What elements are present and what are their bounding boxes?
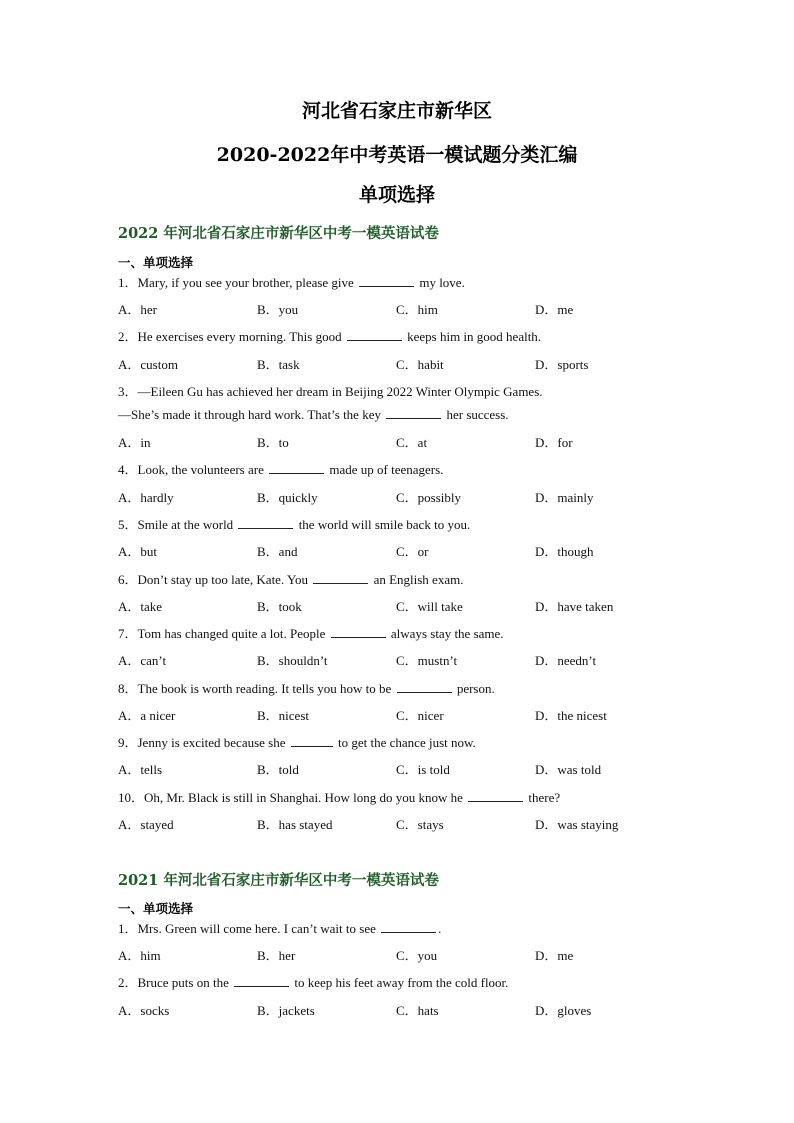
answer-blank (331, 626, 386, 638)
answer-blank (238, 517, 293, 529)
option-b: B．you (257, 302, 299, 317)
option-c: C．will take (396, 599, 463, 614)
question-4 (118, 459, 443, 478)
answer-blank (291, 735, 333, 747)
options-row-2 (118, 354, 678, 370)
question-5 (118, 514, 470, 533)
option-b: B．told (257, 762, 299, 777)
question-text-end: . (438, 921, 442, 936)
question-text-end: an English exam. (370, 572, 464, 587)
option-a: A．in (118, 435, 151, 450)
option-b: B．nicest (257, 708, 309, 723)
question-3: 3．—Eileen Gu has achieved her dream in Beijing 2022 Winter Olympic Games. (118, 384, 543, 399)
question-2 (118, 326, 541, 345)
options-row-4 (118, 487, 678, 503)
option-b: B．her (257, 948, 296, 963)
option-c: C．at (396, 435, 428, 450)
option-c: C．him (396, 302, 438, 317)
option-a: A．can’t (118, 653, 167, 668)
option-a: A．stayed (118, 817, 174, 832)
question-text-end: to keep his feet away from the cold floor. (291, 975, 509, 990)
question-text-end: my love. (416, 275, 465, 290)
section-title-2021: 2021 年河北省石家庄市新华区中考一模英语试卷 (118, 872, 439, 889)
question-text-end: person. (453, 681, 495, 696)
section-subtitle: 一、单项选择 (118, 255, 194, 270)
option-b: B．task (257, 357, 300, 372)
option-b: B．shouldn’t (257, 653, 328, 668)
option-d: D．was told (535, 762, 602, 777)
question-text: 1．Mary, if you see your brother, please give (118, 275, 358, 290)
options-row-9 (118, 759, 678, 775)
option-c: C．possibly (396, 490, 462, 505)
option-a: A．but (118, 544, 158, 559)
options-row-10 (118, 814, 678, 830)
question-text: —She’s made it through hard work. That’s the key (118, 407, 385, 422)
options-row-6 (118, 596, 678, 612)
question-text-end: keeps him in good health. (403, 329, 542, 344)
answer-blank (397, 681, 452, 693)
option-b: B．jackets (257, 1003, 315, 1018)
option-a: A．custom (118, 357, 178, 372)
answer-blank (381, 921, 436, 933)
option-d: D．me (535, 948, 574, 963)
option-a: A．hardly (118, 490, 174, 505)
options-row-5 (118, 541, 678, 557)
question-text-end: the world will smile back to you. (295, 517, 471, 532)
doc-title-main: 2020-2022年中考英语一模试题分类汇编 (216, 144, 578, 166)
question-text: 8．The book is worth reading. It tells you how to be (118, 681, 395, 696)
option-d: D．me (535, 302, 574, 317)
option-a: A．a nicer (118, 708, 176, 723)
option-a: A．her (118, 302, 157, 317)
option-d: D．the nicest (535, 708, 607, 723)
option-c: C．stays (396, 817, 444, 832)
options-row-2 (118, 1000, 678, 1016)
option-c: C．is told (396, 762, 450, 777)
question-text-end: always stay the same. (387, 626, 504, 641)
option-b: B．to (257, 435, 289, 450)
option-a: A．socks (118, 1003, 170, 1018)
section-subtitle: 一、单项选择 (118, 901, 194, 916)
question-9 (118, 732, 476, 751)
option-d: D．gloves (535, 1003, 592, 1018)
answer-blank (386, 407, 441, 419)
option-c: C．habit (396, 357, 444, 372)
option-c: C．you (396, 948, 438, 963)
option-a: A．take (118, 599, 163, 614)
option-b: B．took (257, 599, 302, 614)
option-c: C．mustn’t (396, 653, 458, 668)
question-text: 5．Smile at the world (118, 517, 237, 532)
option-d: D．mainly (535, 490, 594, 505)
answer-blank (468, 790, 523, 802)
option-b: B．and (257, 544, 298, 559)
doc-title-region: 河北省石家庄市新华区 (301, 100, 492, 122)
options-row-1 (118, 945, 678, 961)
question-2 (118, 972, 508, 991)
question-text-end: there? (525, 790, 561, 805)
question-text: 2．He exercises every morning. This good (118, 329, 345, 344)
answer-blank (347, 329, 402, 341)
options-row-1 (118, 299, 678, 315)
option-c: C．nicer (396, 708, 444, 723)
option-d: D．needn’t (535, 653, 597, 668)
question-1 (118, 272, 465, 291)
question-text: 6．Don’t stay up too late, Kate. You (118, 572, 312, 587)
question-6 (118, 569, 463, 588)
option-a: A．tells (118, 762, 163, 777)
options-row-7 (118, 650, 678, 666)
answer-blank (234, 975, 289, 987)
option-c: C．or (396, 544, 429, 559)
option-b: B．quickly (257, 490, 318, 505)
question-text: 1．Mrs. Green will come here. I can’t wait to see (118, 921, 380, 936)
option-d: D．was staying (535, 817, 619, 832)
question-1 (118, 918, 441, 937)
question-text-end: her success. (443, 407, 509, 422)
question-text: 7．Tom has changed quite a lot. People (118, 626, 329, 641)
answer-blank (269, 462, 324, 474)
option-d: D．though (535, 544, 594, 559)
question-text: 2．Bruce puts on the (118, 975, 233, 990)
question-text: 10．Oh, Mr. Black is still in Shanghai. How long do you know he (118, 790, 467, 805)
option-d: D．sports (535, 357, 589, 372)
option-c: C．hats (396, 1003, 439, 1018)
doc-title-section: 单项选择 (358, 184, 435, 206)
option-b: B．has stayed (257, 817, 333, 832)
options-row-8 (118, 705, 678, 721)
question-text-end: made up of teenagers. (326, 462, 444, 477)
answer-blank (359, 275, 414, 287)
option-a: A．him (118, 948, 161, 963)
options-row-3 (118, 432, 678, 448)
question-text: 4．Look, the volunteers are (118, 462, 268, 477)
answer-blank (313, 572, 368, 584)
option-d: D．have taken (535, 599, 614, 614)
option-d: D．for (535, 435, 573, 450)
question-text-end: to get the chance just now. (334, 735, 476, 750)
question-8 (118, 678, 495, 697)
section-title-2022: 2022 年河北省石家庄市新华区中考一模英语试卷 (118, 225, 439, 242)
question-3-reply (118, 407, 509, 423)
question-10 (118, 787, 560, 806)
question-7 (118, 623, 504, 642)
question-text: 9．Jenny is excited because she (118, 735, 289, 750)
